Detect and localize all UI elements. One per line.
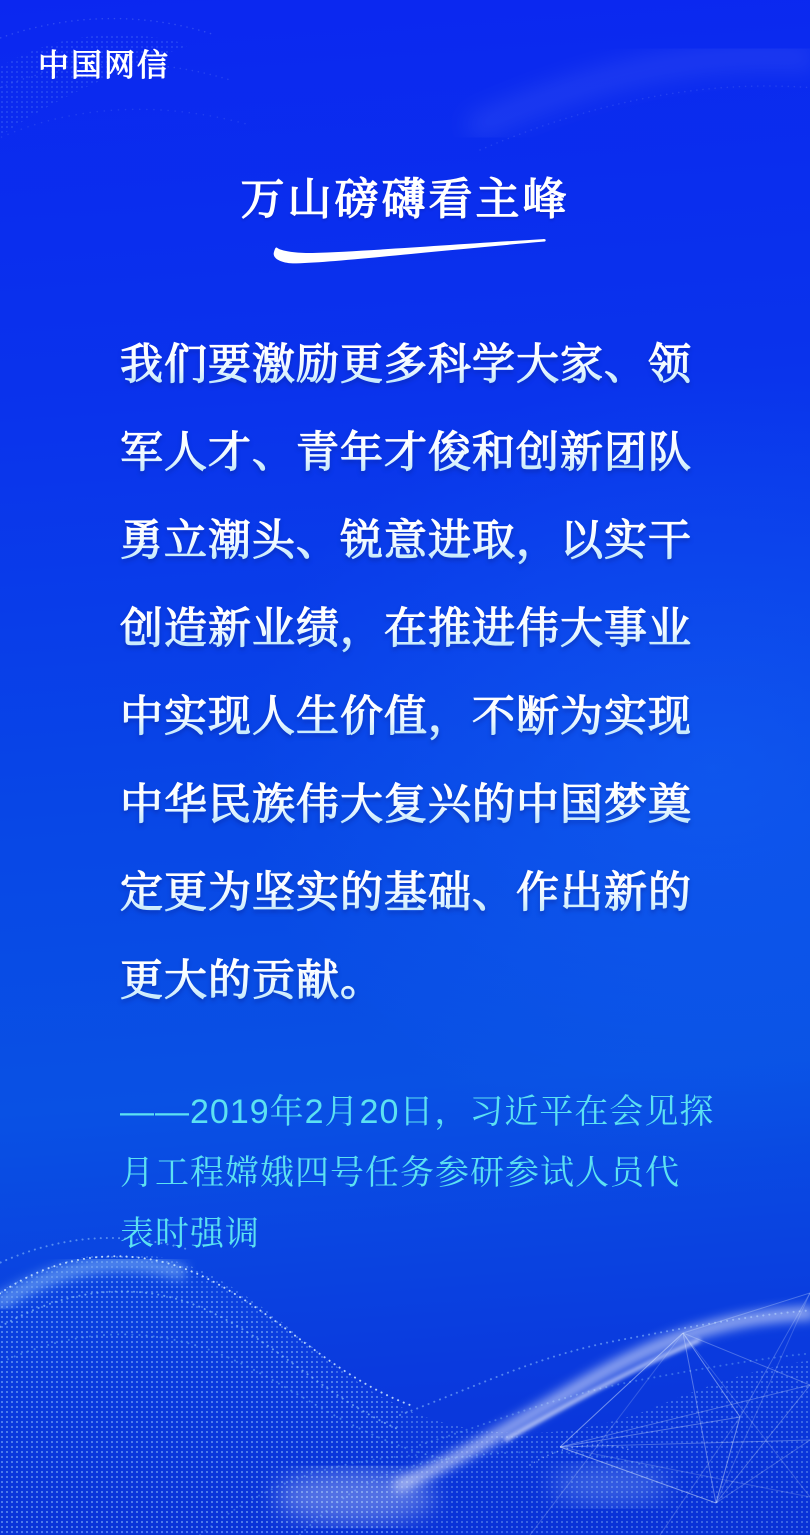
brush-stroke-underline (271, 232, 549, 266)
attribution-line: 月工程嫦娥四号任务参研参试人员代 (120, 1154, 680, 1192)
quote-line: 军人才、青年才俊和创新团队 (120, 409, 706, 497)
quote-line: 定更为坚实的基础、作出新的 (120, 849, 706, 937)
quote-line: 中华民族伟大复兴的中国梦奠 (120, 761, 706, 849)
quote-line: 更大的贡献。 (120, 937, 706, 1025)
page-title: 万山磅礴看主峰 (240, 175, 570, 224)
quote-block (120, 321, 706, 1025)
title-block (0, 163, 810, 266)
brand-logo: 中国网信 (38, 48, 170, 83)
quote-line: 中实现人生价值，不断为实现 (120, 673, 706, 761)
attribution-line: ——2019年2月20日，习近平在会见探 (120, 1093, 715, 1131)
wireframe-polyhedron (530, 1293, 810, 1535)
attribution-line: 表时强调 (120, 1215, 260, 1253)
attribution-block (120, 1082, 720, 1265)
quote-line: 创造新业绩，在推进伟大事业 (120, 585, 706, 673)
quote-line: 勇立潮头、锐意进取，以实干 (120, 497, 706, 585)
quote-line: 我们要激励更多科学大家、领 (120, 321, 706, 409)
bottom-wave-texture (0, 1235, 810, 1535)
